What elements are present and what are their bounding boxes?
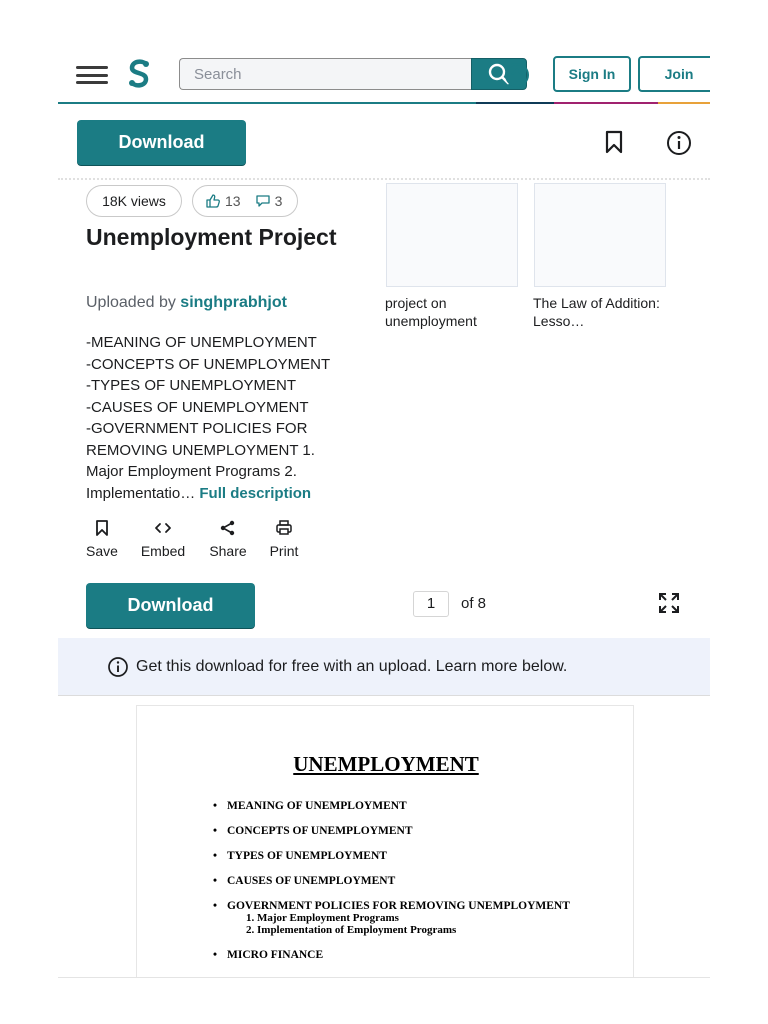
sub-list-item: 2. Implementation of Employment Programs bbox=[257, 924, 607, 936]
list-item bbox=[227, 900, 607, 936]
description-text: -MEANING OF UNEMPLOYMENT -CONCEPTS OF UNEMPLOYMENT -TYPES OF UNEMPLOYMENT -CAUSES OF UNEMPLOYMENT -GOVERNMENT POLICIES FOR REMOVING UNEMPLOYMENT 1. Major Employment Programs 2. Implementatio… bbox=[86, 334, 331, 502]
bookmark-icon[interactable] bbox=[603, 130, 625, 154]
search-input[interactable] bbox=[179, 58, 471, 90]
upload-icon[interactable] bbox=[504, 62, 530, 88]
info-icon bbox=[107, 656, 129, 678]
comments-count: 3 bbox=[274, 193, 283, 209]
list-item: • MEANING OF UNEMPLOYMENT bbox=[227, 800, 607, 812]
views-badge: 18K views bbox=[86, 185, 182, 217]
info-icon[interactable] bbox=[666, 130, 692, 156]
document-page bbox=[136, 705, 634, 978]
share-label: Share bbox=[209, 543, 247, 559]
sub-list-item: 1. Major Employment Programs bbox=[257, 912, 607, 924]
related-title[interactable]: project on unemployment bbox=[385, 295, 477, 329]
list-item-text: GOVERNMENT POLICIES FOR REMOVING UNEMPLOYMENT bbox=[227, 900, 570, 912]
related-title[interactable]: The Law of Addition: Lesso… bbox=[533, 295, 660, 329]
share-icon bbox=[219, 519, 237, 537]
page-number-input[interactable]: 1 bbox=[413, 591, 449, 617]
printer-icon bbox=[275, 519, 293, 537]
save-label: Save bbox=[86, 543, 118, 559]
comment-icon bbox=[255, 193, 271, 209]
page-count: of 8 bbox=[461, 595, 487, 612]
download-button[interactable]: Download bbox=[86, 583, 255, 628]
notice-text: Get this download for free with an upload. Learn more below. bbox=[136, 657, 568, 675]
page-heading: UNEMPLOYMENT bbox=[293, 752, 479, 776]
list-item: • TYPES OF UNEMPLOYMENT bbox=[227, 850, 607, 862]
bookmark-icon bbox=[94, 519, 110, 537]
embed-label: Embed bbox=[140, 543, 186, 559]
list-item: • CONCEPTS OF UNEMPLOYMENT bbox=[227, 825, 607, 837]
thumbs-up-icon bbox=[205, 193, 221, 209]
likes-count: 13 bbox=[225, 193, 241, 209]
join-button[interactable]: Join bbox=[638, 56, 710, 92]
reactions-pill[interactable] bbox=[192, 185, 298, 217]
share-action[interactable] bbox=[204, 519, 252, 559]
app-frame bbox=[58, 46, 710, 978]
uploaded-by bbox=[86, 294, 287, 312]
uploader-link[interactable]: singhprabhjot bbox=[180, 294, 287, 311]
related-thumbnail[interactable] bbox=[534, 183, 666, 287]
scribd-logo-icon[interactable] bbox=[124, 58, 154, 90]
menu-icon[interactable] bbox=[76, 66, 108, 84]
embed-action[interactable] bbox=[136, 519, 190, 559]
page-bullet-list bbox=[227, 800, 607, 974]
page-sub-list bbox=[257, 912, 607, 936]
upload-notice bbox=[58, 638, 710, 696]
list-item: • MICRO FINANCE bbox=[227, 949, 607, 961]
sign-in-button[interactable]: Sign In bbox=[553, 56, 631, 92]
document-description bbox=[86, 332, 371, 504]
top-header bbox=[58, 46, 710, 104]
print-label: Print bbox=[269, 543, 299, 559]
code-icon bbox=[154, 519, 172, 537]
download-button-top[interactable]: Download bbox=[77, 120, 246, 165]
list-item: • CAUSES OF UNEMPLOYMENT bbox=[227, 875, 607, 887]
fullscreen-icon[interactable] bbox=[658, 592, 680, 614]
full-description-link[interactable]: Full description bbox=[199, 484, 312, 502]
related-thumbnail[interactable] bbox=[386, 183, 518, 287]
document-viewer[interactable] bbox=[58, 696, 710, 978]
document-title: Unemployment Project bbox=[86, 224, 337, 250]
save-action[interactable] bbox=[84, 519, 120, 559]
uploaded-by-prefix: Uploaded by bbox=[86, 294, 176, 311]
print-action[interactable] bbox=[264, 519, 304, 559]
